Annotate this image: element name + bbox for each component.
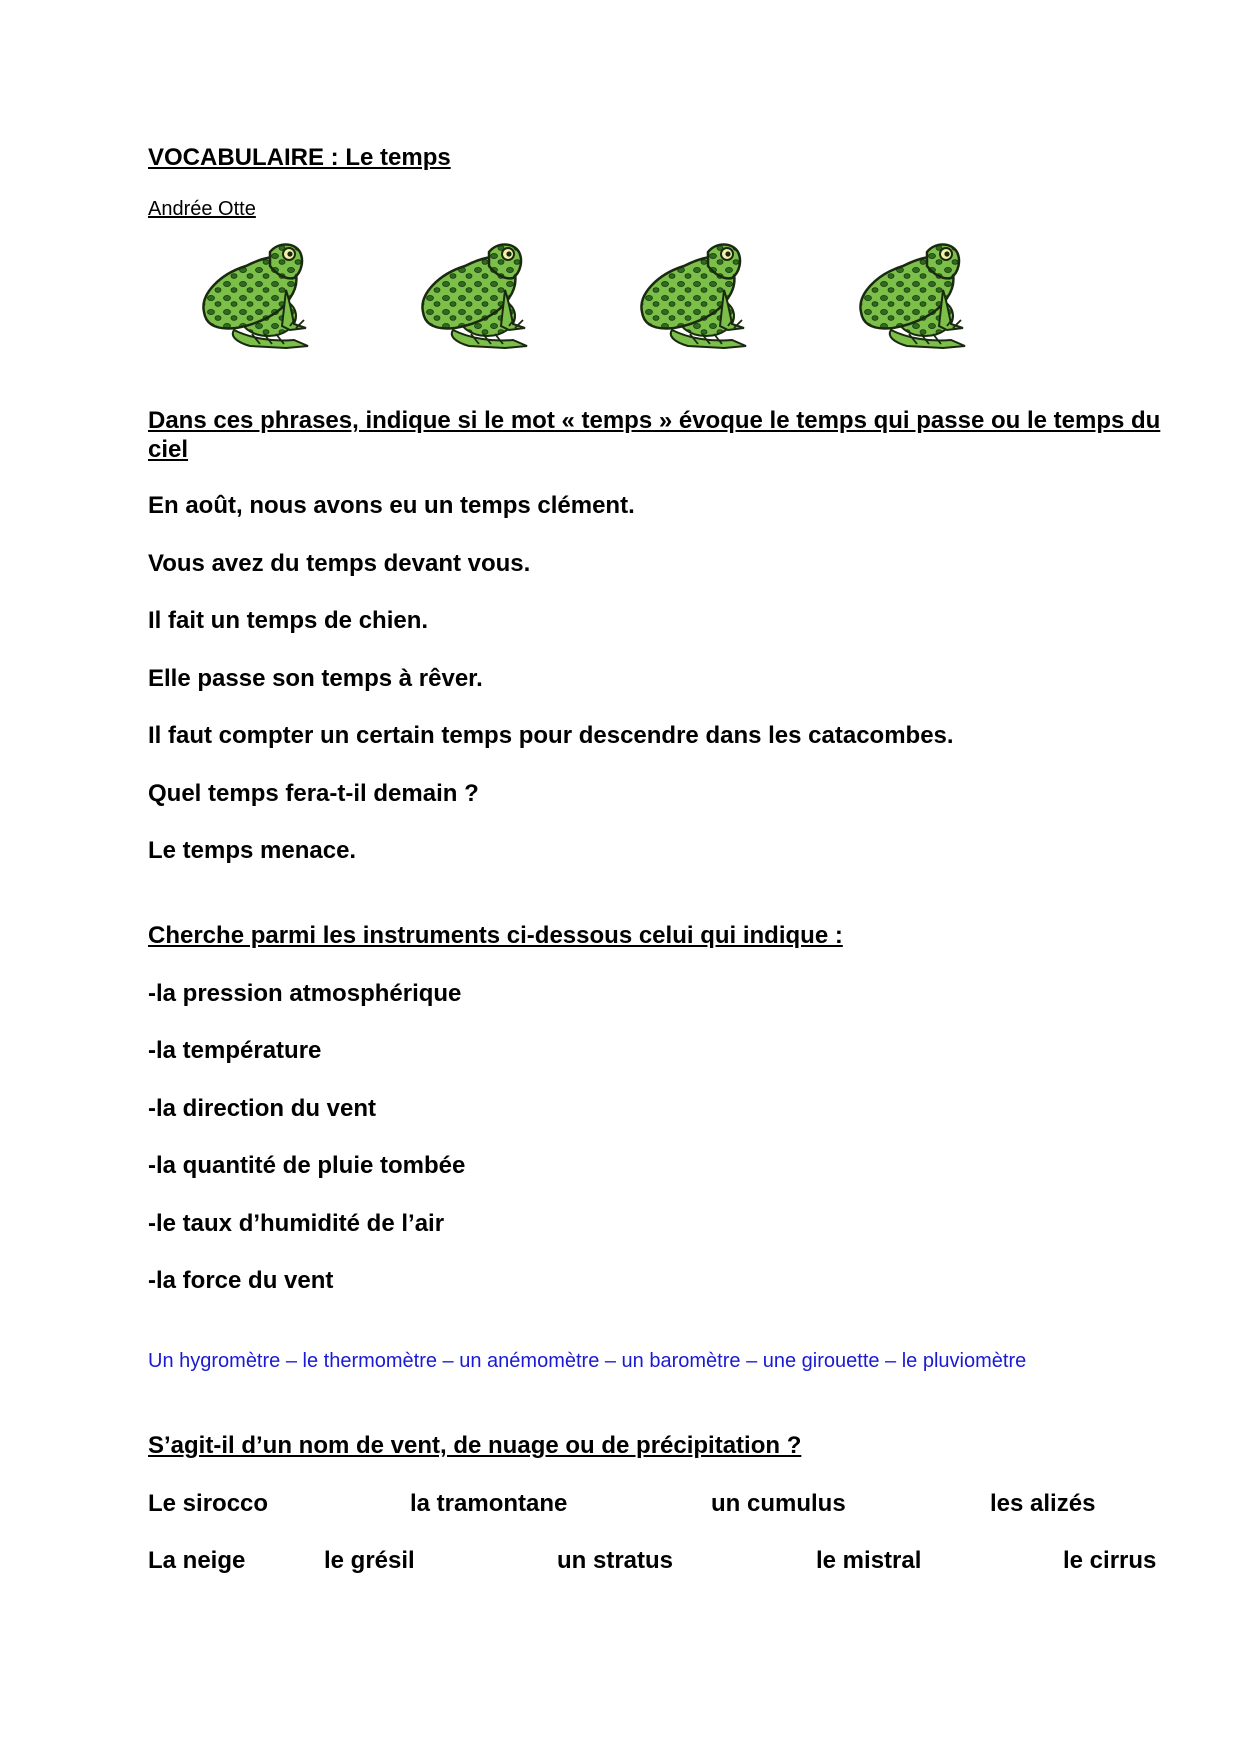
exercise1-sentence: Il fait un temps de chien. — [148, 607, 429, 634]
exercise2-item: -le taux d’humidité de l’air — [148, 1210, 445, 1237]
exercise2-item: -la pression atmosphérique — [148, 980, 462, 1007]
exercise1-sentence: Vous avez du temps devant vous. — [148, 550, 531, 577]
frog-icon — [628, 238, 750, 356]
exercise3-word: la tramontane — [410, 1490, 568, 1517]
exercise3-word: le grésil — [324, 1547, 415, 1574]
exercise2-item: -la quantité de pluie tombée — [148, 1152, 466, 1179]
exercise2-item: -la direction du vent — [148, 1095, 377, 1122]
exercise1-sentence: Quel temps fera-t-il demain ? — [148, 780, 479, 807]
exercise3-word: un cumulus — [711, 1490, 846, 1517]
exercise2-item: -la température — [148, 1037, 322, 1064]
exercise1-sentence: Il faut compter un certain temps pour descendre dans les catacombes. — [148, 722, 954, 749]
exercise3-word: un stratus — [557, 1547, 674, 1574]
document-author: Andrée Otte — [148, 198, 256, 220]
instrument-list: Un hygromètre – le thermomètre – un anémomètre – un baromètre – une girouette – le pluviomètre — [148, 1350, 1027, 1372]
frog-icon — [847, 238, 969, 356]
frog-icon — [409, 238, 531, 356]
exercise2-item: -la force du vent — [148, 1267, 334, 1294]
exercise1-sentence: Le temps menace. — [148, 837, 357, 864]
exercise3-word: La neige — [148, 1547, 246, 1574]
exercise1-sentence: En août, nous avons eu un temps clément. — [148, 492, 635, 519]
exercise2-heading: Cherche parmi les instruments ci-dessous celui qui indique : — [148, 922, 843, 949]
frog-icon — [190, 238, 312, 356]
frog-illustration-row — [190, 238, 990, 358]
exercise3-word: Le sirocco — [148, 1490, 269, 1517]
exercise3-heading: S’agit-il d’un nom de vent, de nuage ou de précipitation ? — [148, 1432, 802, 1459]
exercise1-sentence: Elle passe son temps à rêver. — [148, 665, 483, 692]
exercise1-heading: Dans ces phrases, indique si le mot « temps » évoque le temps qui passe ou le temps du ciel — [148, 407, 1161, 463]
exercise3-word: le mistral — [816, 1547, 922, 1574]
exercise3-word: les alizés — [990, 1490, 1096, 1517]
document-title: VOCABULAIRE : Le temps — [148, 144, 451, 171]
exercise3-word: le cirrus — [1063, 1547, 1157, 1574]
